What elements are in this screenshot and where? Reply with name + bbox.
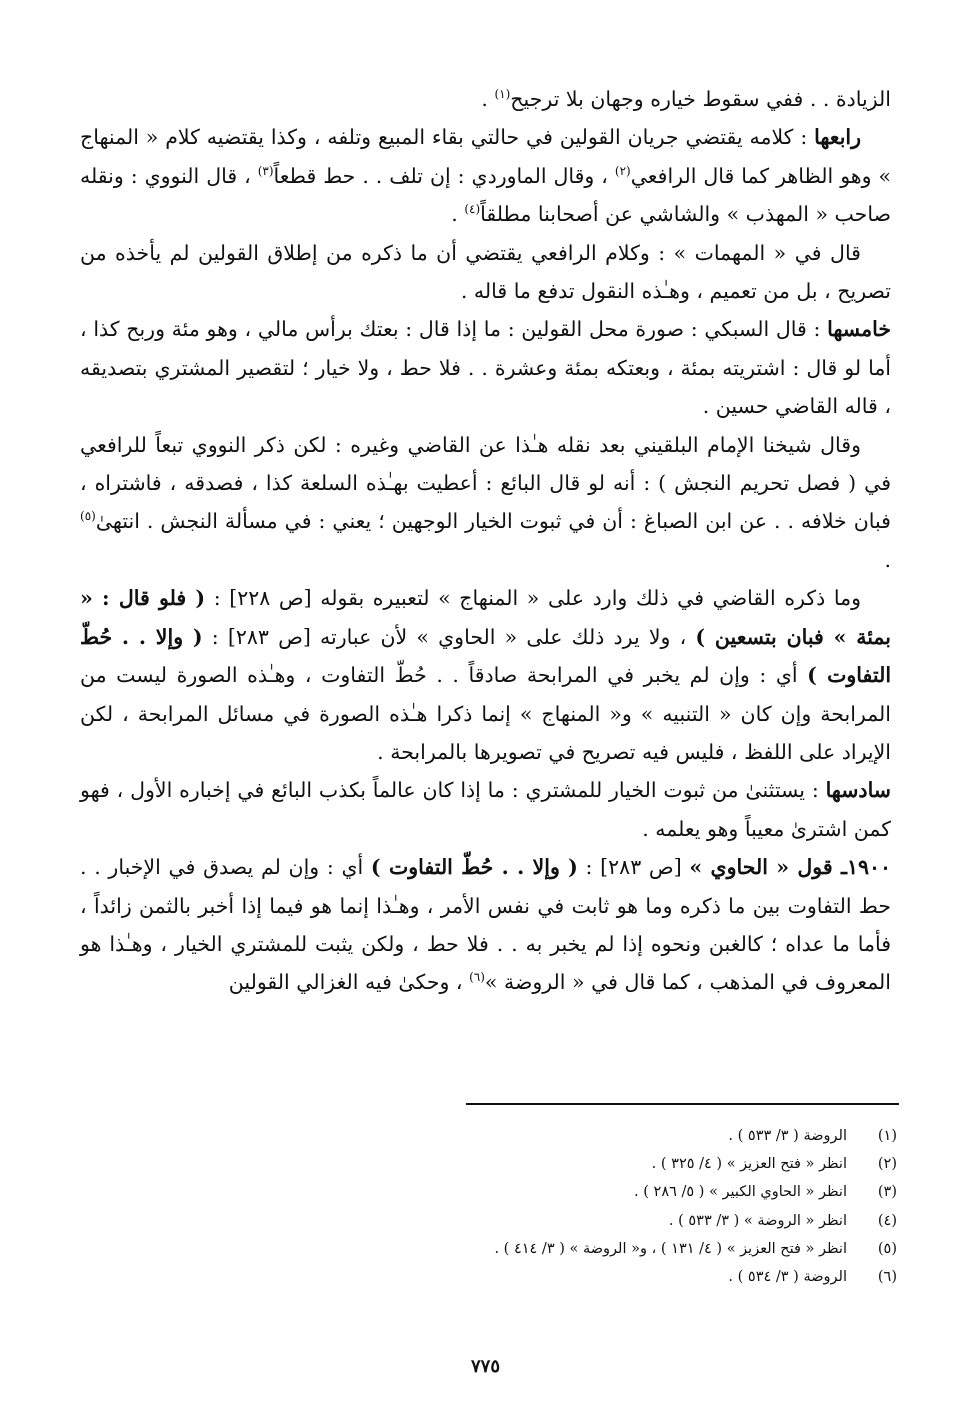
p6-quote-2: ( وإلا . . حُطّ التفاوت ): [80, 624, 892, 688]
footnote-2: [200, 1150, 897, 1178]
p4-text: : قال السبكي : صورة محل القولين : ما إذا قال : بعتك برأس مالي ، وهو مئة وربح كذا ، أما لو قال : اشتريته بمئة ، وبعتكه بمئة وعشرة . . فلا حط ، ولا خيار ؛ لتقصير المشتري بتصديقه ، قاله القاضي حسين .: [80, 317, 891, 419]
footnote-number: (٢): [877, 1156, 897, 1173]
p8-text-3: ، وحكىٰ فيه الغزالي القولين: [228, 970, 470, 995]
paragraph-7: [80, 771, 891, 848]
footnote-text: انظر « الروضة » ( ٣/ ٥٣٣ ) .: [668, 1212, 847, 1229]
p1-end: .: [481, 87, 495, 111]
footnote-number: (٤): [877, 1212, 897, 1229]
p2-text-3: ، قال النووي : ونقله صاحب « المهذب » والشاشي عن أصحابنا مطلقاً: [80, 163, 891, 227]
footnote-1: [200, 1122, 897, 1150]
p1-text: الزيادة . . ففي سقوط خياره وجهان بلا ترجيح: [510, 87, 891, 111]
p8-text-2: أي : وإن لم يصدق في الإخبار . . حط التفاوت بين ما ذكره وما هو ثابت في نفس الأمر ، وهـٰذا إنما هو فيما إذا أخبر بالثمن زائداً ، فأما ما عداه ؛ كالغبن ونحوه إذا لم يخبر به . . فلا حط ، ولكن يثبت للمشتري الخيار ، وهـٰذا هو المعروف في المذهب ، كما قال في « الروضة »: [80, 855, 891, 995]
footnote-ref-5[interactable]: (٥): [80, 509, 96, 524]
paragraph-1: [80, 80, 891, 118]
p6-text-1: وما ذكره القاضي في ذلك وارد على « المنهاج » لتعبيره بقوله [ص ٢٢٨] :: [205, 586, 861, 611]
footnote-text: انظر « الحاوي الكبير » ( ٥/ ٢٨٦ ) .: [634, 1184, 847, 1201]
paragraph-5: [80, 426, 891, 580]
paragraph-4: [80, 310, 891, 425]
footnote-ref-6[interactable]: (٦): [469, 970, 485, 985]
main-text: [80, 80, 891, 1002]
paragraph-3: قال في « المهمات » : وكلام الرافعي يقتضي أن ما ذكره من إطلاق القولين لم يأخذه من تصريح ، بل من تعميم ، وهـٰذه النقول تدفع ما قاله .: [80, 240, 891, 304]
footnote-text: الروضة ( ٣/ ٥٣٤ ) .: [728, 1269, 847, 1286]
footnote-number: (٦): [877, 1269, 897, 1286]
p6-text-3: أي : وإن لم يخبر في المرابحة صادقاً . . حُطّ التفاوت ، وهـٰذه الصورة ليست من المرابحة وإن كان « التنبيه » و« المنهاج » إنما ذكرا هـٰذه الصورة في مسائل المرابحة ، لكن الإيراد على اللفظ ، فليس فيه تصريح في تصويرها بالمرابحة .: [80, 663, 891, 764]
p5-text: وقال شيخنا الإمام البلقيني بعد نقله هـٰذا عن القاضي وغيره : لكن ذكر النووي تبعاً للرافعي في ( فصل تحريم النجش ) : أنه لو قال البائع : أعطيت بهـٰذه السلعة كذا ، فصدقه ، فاشتراه ، فبان خلافه . . عن ابن الصباغ : أن في ثبوت الخيار الوجهين ؛ يعني : في مسألة النجش . انتهىٰ: [80, 432, 891, 534]
footnote-ref-1[interactable]: (١): [494, 87, 511, 102]
footnote-4: [200, 1207, 897, 1235]
p6-text-2: ، ولا يرد ذلك على « الحاوي » لأن عبارته [ص ٢٨٣] :: [202, 624, 696, 649]
p2-lead: رابعها: [814, 125, 861, 150]
p8-quote: ( وإلا . . حُطّ التفاوت ): [370, 855, 578, 880]
paragraph-2: [80, 118, 891, 233]
footnote-6: [200, 1263, 897, 1291]
footnote-ref-2[interactable]: (٢): [614, 163, 631, 178]
p2-text-4: .: [451, 202, 465, 227]
footnote-text: الروضة ( ٣/ ٥٣٣ ) .: [728, 1128, 847, 1144]
p4-lead: خامسها: [827, 317, 891, 342]
paragraph-8: [80, 848, 891, 1002]
p7-lead: سادسها: [825, 778, 891, 803]
p2-text-1: : كلامه يقتضي جريان القولين في حالتي بقاء المبيع وتلفه ، وكذا يقتضيه كلام « المنهاج » وهو الظاهر كما قال الرافعي: [80, 125, 891, 188]
p6-quote-1: ( فلو قال : « بمئة » فبان بتسعين ): [80, 586, 891, 649]
paragraph-6: [80, 579, 891, 771]
footnote-text: انظر « فتح العزيز » ( ٤/ ٣٢٥ ) .: [651, 1156, 847, 1173]
p7-text: : يستثنىٰ من ثبوت الخيار للمشتري : ما إذا كان عالماً بكذب البائع في إخباره الأول ، فهو كمن اشترىٰ معيباً وهو يعلمه .: [80, 778, 891, 841]
p8-text-1: [ص ٢٨٣] :: [577, 855, 690, 880]
p8-lead: ١٩٠٠ـ قول « الحاوي »: [689, 855, 892, 880]
footnote-number: (١): [877, 1128, 897, 1144]
footnote-number: (٣): [877, 1184, 897, 1201]
p5-end: .: [884, 547, 891, 572]
footnote-separator: [466, 1103, 899, 1105]
p2-text-2: ، وقال الماوردي : إن تلف . . حط قطعاً: [273, 163, 615, 188]
footnotes: [200, 1122, 897, 1291]
footnote-number: (٥): [877, 1240, 897, 1257]
footnote-ref-3[interactable]: (٣): [257, 163, 274, 178]
page-number: ٧٧٥: [470, 1356, 500, 1377]
footnote-5: [200, 1235, 897, 1263]
footnote-text: انظر « فتح العزيز » ( ٤/ ١٣١ ) ، و« الروضة » ( ٣/ ٤١٤ ) .: [494, 1240, 847, 1257]
footnote-ref-4[interactable]: (٤): [464, 202, 481, 217]
footnote-3: [200, 1178, 897, 1206]
